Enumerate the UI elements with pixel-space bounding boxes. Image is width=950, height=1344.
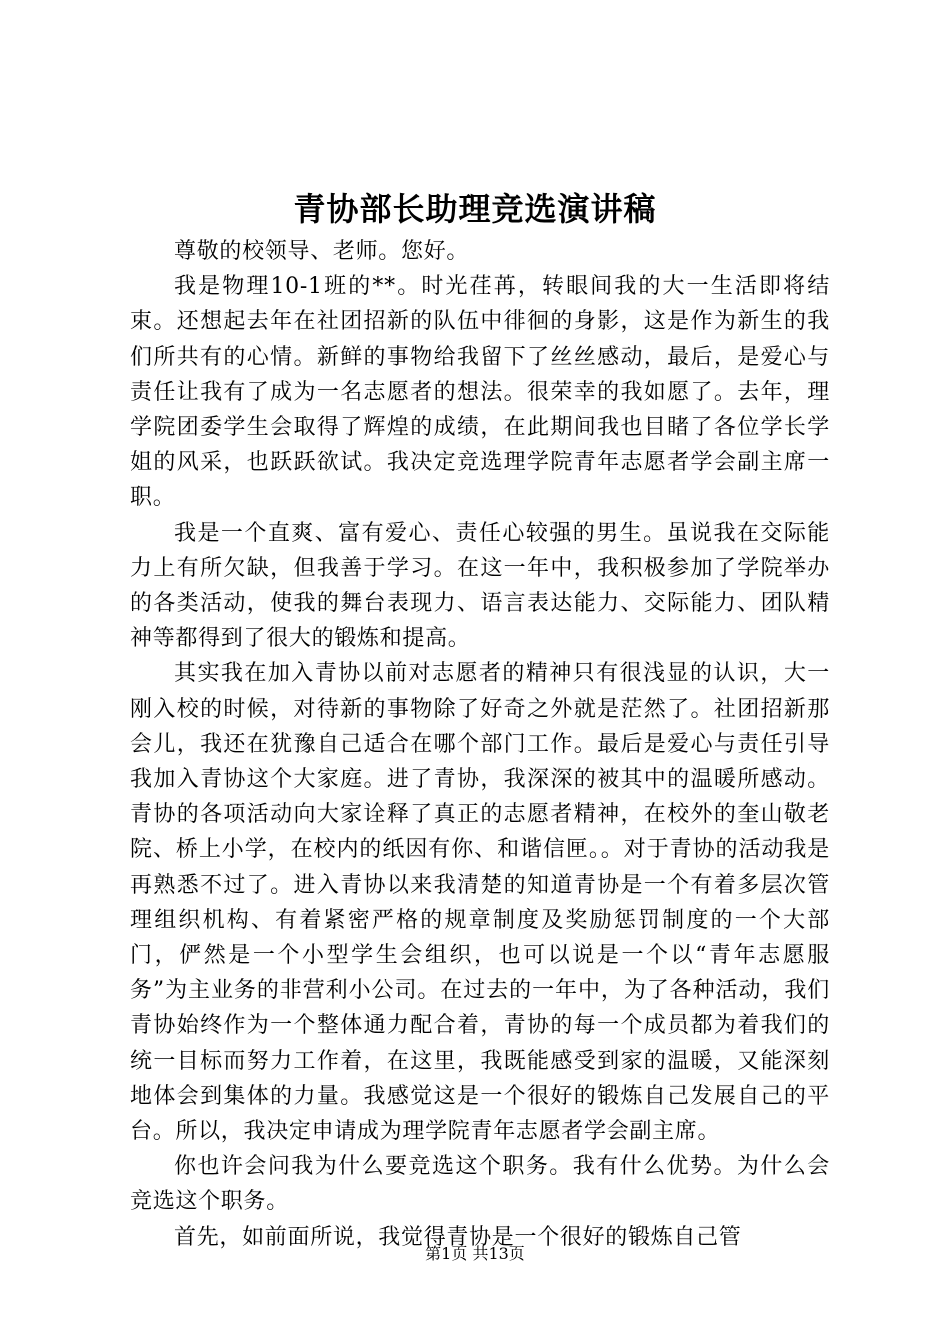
document-body [130,234,830,1255]
document-title: 青协部长助理竞选演讲稿 [293,190,657,228]
paragraph-first-point: 首先，如前面所说，我觉得青协是一个很好的锻炼自己管 [174,1224,742,1250]
paragraph-question: 你也许会问我为什么要竞选这个职务。我有什么优势。为什么会竞选这个职务。 [130,1154,830,1215]
paragraph-greeting: 尊敬的校领导、老师。您好。 [174,239,470,264]
paragraph-personal-traits: 我是一个直爽、富有爱心、责任心较强的男生。虽说我在交际能力上有所欠缺，但我善于学习。在这一年中，我积极参加了学院举办的各类活动，使我的舞台表现力、语言表达能力、交际能力、团队精神等都得到了很大的锻炼和提高。 [130,520,830,652]
paragraph-introduction: 我是物理10-1班的**。时光荏苒，转眼间我的大一生活即将结束。还想起去年在社团招新的队伍中徘徊的身影，这是作为新生的我们所共有的心情。新鲜的事物给我留下了丝丝感动，最后，是爱心与责任让我有了成为一名志愿者的想法。很荣幸的我如愿了。去年，理学院团委学生会取得了辉煌的成绩，在此期间我也目睹了各位学长学姐的风采，也跃跃欲试。我决定竞选理学院青年志愿者学会副主席一职。 [130,274,830,511]
page-number-footer: 第1页 共13页 [425,1244,525,1263]
paragraph-volunteer-experience: 其实我在加入青协以前对志愿者的精神只有很浅显的认识，大一刚入校的时候，对待新的事物除了好奇之外就是茫然了。社团招新那会儿，我还在犹豫自己适合在哪个部门工作。最后是爱心与责任引导我加入青协这个大家庭。进了青协，我深深的被其中的温暖所感动。青协的各项活动向大家诠释了真正的志愿者精神，在校外的奎山敬老院、桥上小学，在校内的纸因有你、和谐信匣。。对于青协的活动我是再熟悉不过了。进入青协以来我清楚的知道青协是一个有着多层次管理组织机构、有着紧密严格的规章制度及奖励惩罚制度的一个大部门，俨然是一个小型学生会组织，也可以说是一个以“青年志愿服务”为主业务的非营利小公司。在过去的一年中，为了各种活动，我们青协始终作为一个整体通力配合着，青协的每一个成员都为着我们的统一目标而努力工作着，在这里，我既能感受到家的温暖，又能深刻地体会到集体的力量。我感觉这是一个很好的锻炼自己发展自己的平台。所以，我决定申请成为理学院青年志愿者学会副主席。 [130,661,830,1145]
